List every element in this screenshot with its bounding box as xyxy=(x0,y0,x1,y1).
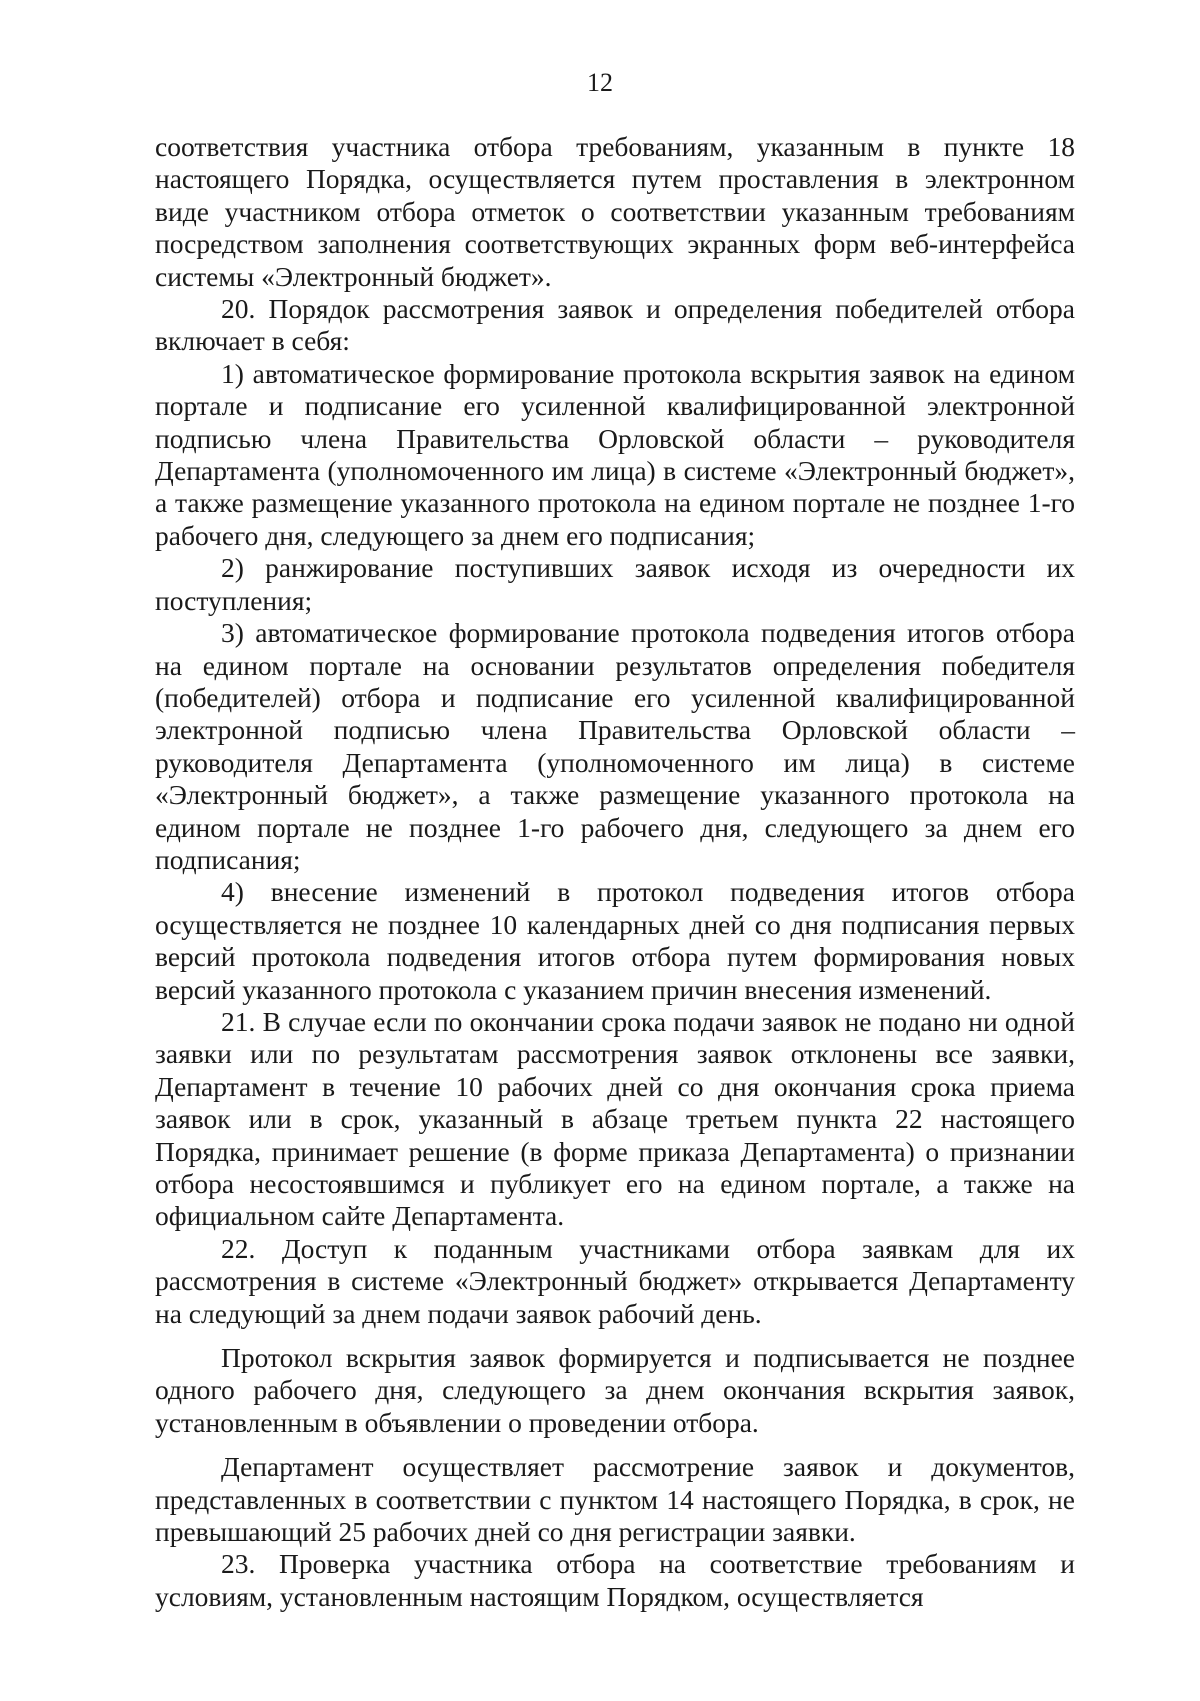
paragraph-22-part-2: Протокол вскрытия заявок формируется и подписывается не позднее одного рабочего дня, следующего за днем окончания вскрытия заявок, установленным в объявлении о проведении отбора. xyxy=(155,1342,1075,1438)
page-number: 12 xyxy=(587,68,613,97)
document-body xyxy=(155,131,1075,1613)
paragraph-20-item-4: 4) внесение изменений в протокол подведения итогов отбора осуществляется не позднее 10 календарных дней со дня подписания первых версий протокола подведения итогов отбора путем формирования новых версий указанного протокола с указанием причин внесения изменений. xyxy=(155,876,1075,1005)
paragraph-22-part-3: Департамент осуществляет рассмотрение заявок и документов, представленных в соответствии с пунктом 14 настоящего Порядка, в срок, не превышающий 25 рабочих дней со дня регистрации заявки. xyxy=(155,1451,1075,1548)
paragraph-20-item-2: 2) ранжирование поступивших заявок исходя из очередности их поступления; xyxy=(155,552,1075,616)
paragraph-22: 22. Доступ к поданным участниками отбора заявкам для их рассмотрения в системе «Электронный бюджет» открывается Департаменту на следующий за днем подачи заявок рабочий день. xyxy=(155,1232,1075,1329)
paragraph-20-item-1: 1) автоматическое формирование протокола вскрытия заявок на едином портале и подписание его усиленной квалифицированной электронной подписью члена Правительства Орловской области – руководителя Департамента (уполномоченного им лица) в системе «Электронный бюджет», а также размещение указанного протокола на едином портале не позднее 1-го рабочего дня, следующего за днем его подписания; xyxy=(155,357,1075,551)
paragraph-continuation-19: соответствия участника отбора требованиям, указанным в пункте 18 настоящего Порядка, осуществляется путем проставления в электронном виде участником отбора отметок о соответствии указанным требованиям посредством заполнения соответствующих экранных форм веб-интерфейса системы «Электронный бюджет». xyxy=(155,131,1075,292)
paragraph-23: 23. Проверка участника отбора на соответствие требованиям и условиям, установленным настоящим Порядком, осуществляется xyxy=(155,1548,1075,1612)
paragraph-21: 21. В случае если по окончании срока подачи заявок не подано ни одной заявки или по результатам рассмотрения заявок отклонены все заявки, Департамент в течение 10 рабочих дней со дня окончания срока приема заявок или в срок, указанный в абзаце третьем пункта 22 настоящего Порядка, принимает решение (в форме приказа Департамента) о признании отбора несостоявшимся и публикует его на едином портале, а также на официальном сайте Департамента. xyxy=(155,1005,1075,1232)
paragraph-20: 20. Порядок рассмотрения заявок и определения победителей отбора включает в себя: xyxy=(155,293,1075,357)
paragraph-20-item-3: 3) автоматическое формирование протокола подведения итогов отбора на едином портале на основании результатов определения победителя (победителей) отбора и подписание его усиленной квалифицированной электронной подписью члена Правительства Орловской области – руководителя Департамента (уполномоченного им лица) в системе «Электронный бюджет», а также размещение указанного протокола на едином портале не позднее 1-го рабочего дня, следующего за днем его подписания; xyxy=(155,617,1075,875)
